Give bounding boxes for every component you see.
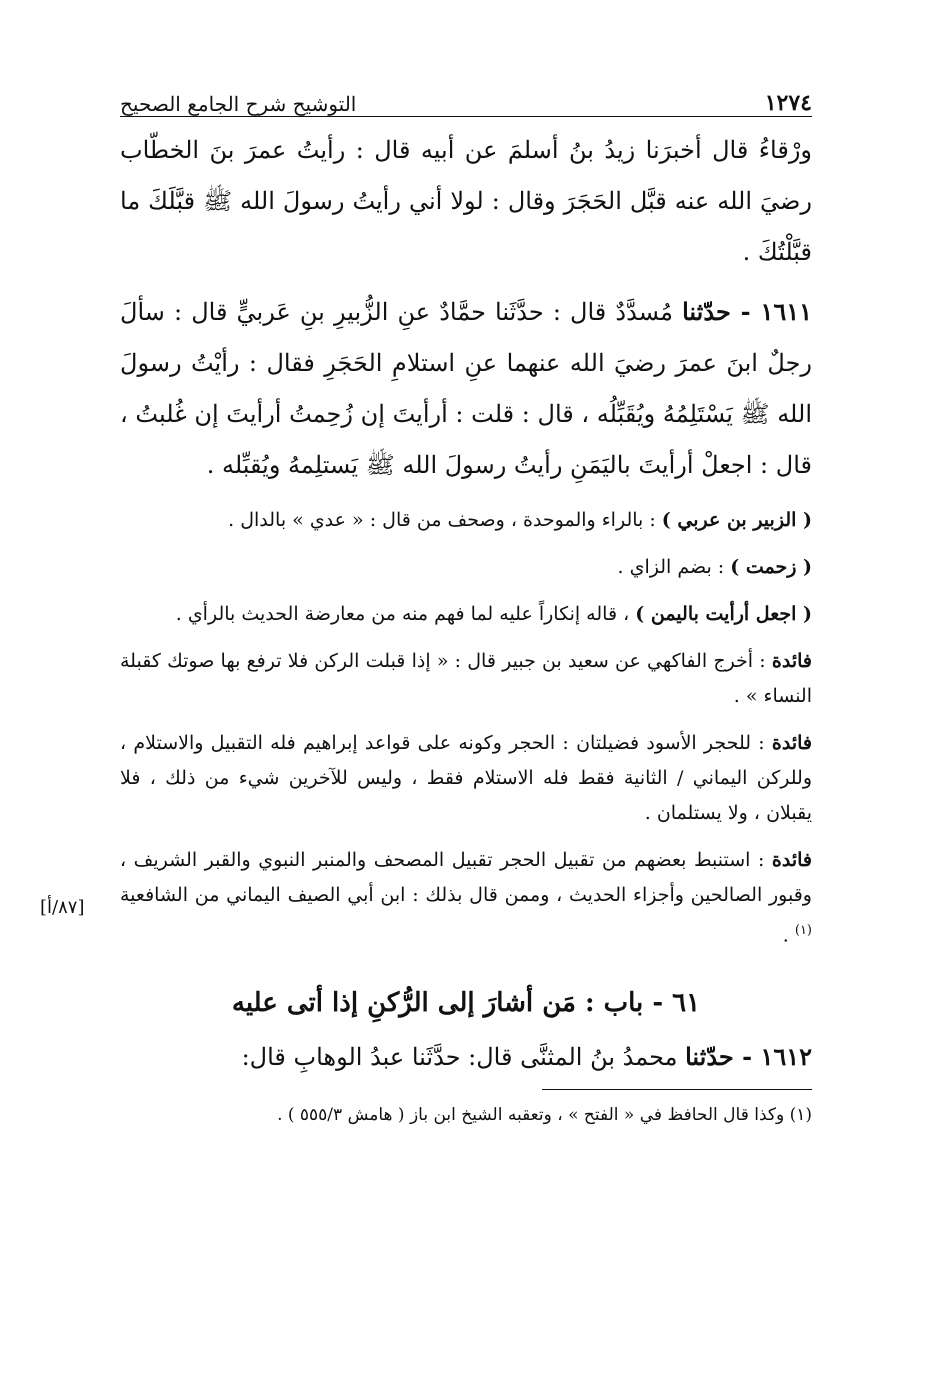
hadith-number-heading: ١٦١٢ - حدّثنا xyxy=(685,1042,812,1072)
chapter-title: ٦١ - باب : مَن أشارَ إلى الرُّكنِ إذا أتى عليه xyxy=(231,988,701,1019)
hadith-1611 xyxy=(120,286,812,491)
running-header xyxy=(120,78,812,117)
note-term: ( الزبير بن عربي ) xyxy=(661,509,812,531)
note-zubair xyxy=(120,503,812,538)
hadith-text: مُسدَّدٌ قال : حدَّثَنا حمَّادٌ عنِ الزُّبيرِ بنِ عَربيٍّ قال : سألَ رجلٌ ابنَ عمرَ رضيَ الله عنهما عنِ استلامِ الحَجَرِ فقال : رأيْتُ رسولَ الله ﷺ يَسْتَلِمُهُ ويُقَبِّلُه ، قال : قلت : أرأيتَ إن زُحِمتُ أرأيتَ إن غُلبتُ ، قال : اجعلْ أرأيتَ باليَمَنِ رأيتُ رسولَ الله ﷺ يَستلِمهُ ويُقبِّله . xyxy=(120,298,812,479)
hadith-1612 xyxy=(120,1031,812,1083)
benefit-text: : للحجر الأسود فضيلتان : الحجر وكونه على قواعد إبراهيم فله التقبيل والاستلام ، وللركن اليماني / الثانية فقط فله الاستلام فقط ، وليس للآخرين شيء من ذلك ، فلا يقبلان ، ولا يستلمان . xyxy=(120,732,812,824)
benefit-label: فائدة xyxy=(771,650,812,672)
note-zuhimtu xyxy=(120,550,812,585)
page-number: ١٢٧٤ xyxy=(764,90,812,116)
benefit-1 xyxy=(120,644,812,714)
hadith-number-heading: ١٦١١ - حدّثنا xyxy=(682,297,813,326)
note-ijal xyxy=(120,597,812,632)
manuscript-folio-mark: [٨٧/أ] xyxy=(40,897,85,918)
benefit-label: فائدة xyxy=(771,849,812,871)
page xyxy=(120,78,812,1130)
note-term: ( زحمت ) xyxy=(730,556,812,578)
footnote-reference[interactable]: (١) xyxy=(794,923,812,938)
note-text: : بضم الزاي . xyxy=(617,556,731,578)
main-text xyxy=(120,125,812,1130)
benefit-text: : استنبط بعضهم من تقبيل الحجر تقبيل المصحف والمنبر النبوي والقبر الشريف ، وقبور الصالحين وأجزاء الحديث ، وممن قال بذلك : ابن أبي الصيف اليماني من الشافعية xyxy=(120,849,812,906)
benefit-3 xyxy=(120,843,812,953)
footnote: (١) وكذا قال الحافظ في « الفتح » ، وتعقبه الشيخ ابن باز ( هامش ٥٥٥/٣ ) . xyxy=(277,1105,812,1126)
note-text: : بالراء والموحدة ، وصحف من قال : « عدي » بالدال . xyxy=(228,509,662,531)
running-title: التوشيح شرح الجامع الصحيح xyxy=(120,92,357,116)
benefit-end: . xyxy=(782,924,795,947)
benefit-label: فائدة xyxy=(771,732,812,754)
note-text: ، قاله إنكاراً عليه لما فهم منه من معارضة الحديث بالرأي . xyxy=(175,603,636,625)
hadith-text: محمدُ بنُ المثنَّى قال: حدَّثَنا عبدُ الوهابِ قال: xyxy=(241,1043,686,1072)
hadith-continuation: ورْقاءُ قال أخبرَنا زيدُ بنُ أسلمَ عن أبيه قال : رأيتُ عمرَ بنَ الخطّاب رضيَ الله عنه قبَّل الحَجَرَ وقال : لولا أني رأيتُ رسولَ الله ﷺ قبَّلَكَ ما قبَّلْتُكَ . xyxy=(120,136,812,266)
note-term: ( اجعل أرأيت باليمن ) xyxy=(635,603,812,625)
benefit-2 xyxy=(120,726,812,831)
benefit-text: : أخرج الفاكهي عن سعيد بن جبير قال : « إذا قبلت الركن فلا ترفع بها صوتك كقبلة النساء » . xyxy=(120,650,812,707)
footnote-divider xyxy=(542,1089,812,1090)
